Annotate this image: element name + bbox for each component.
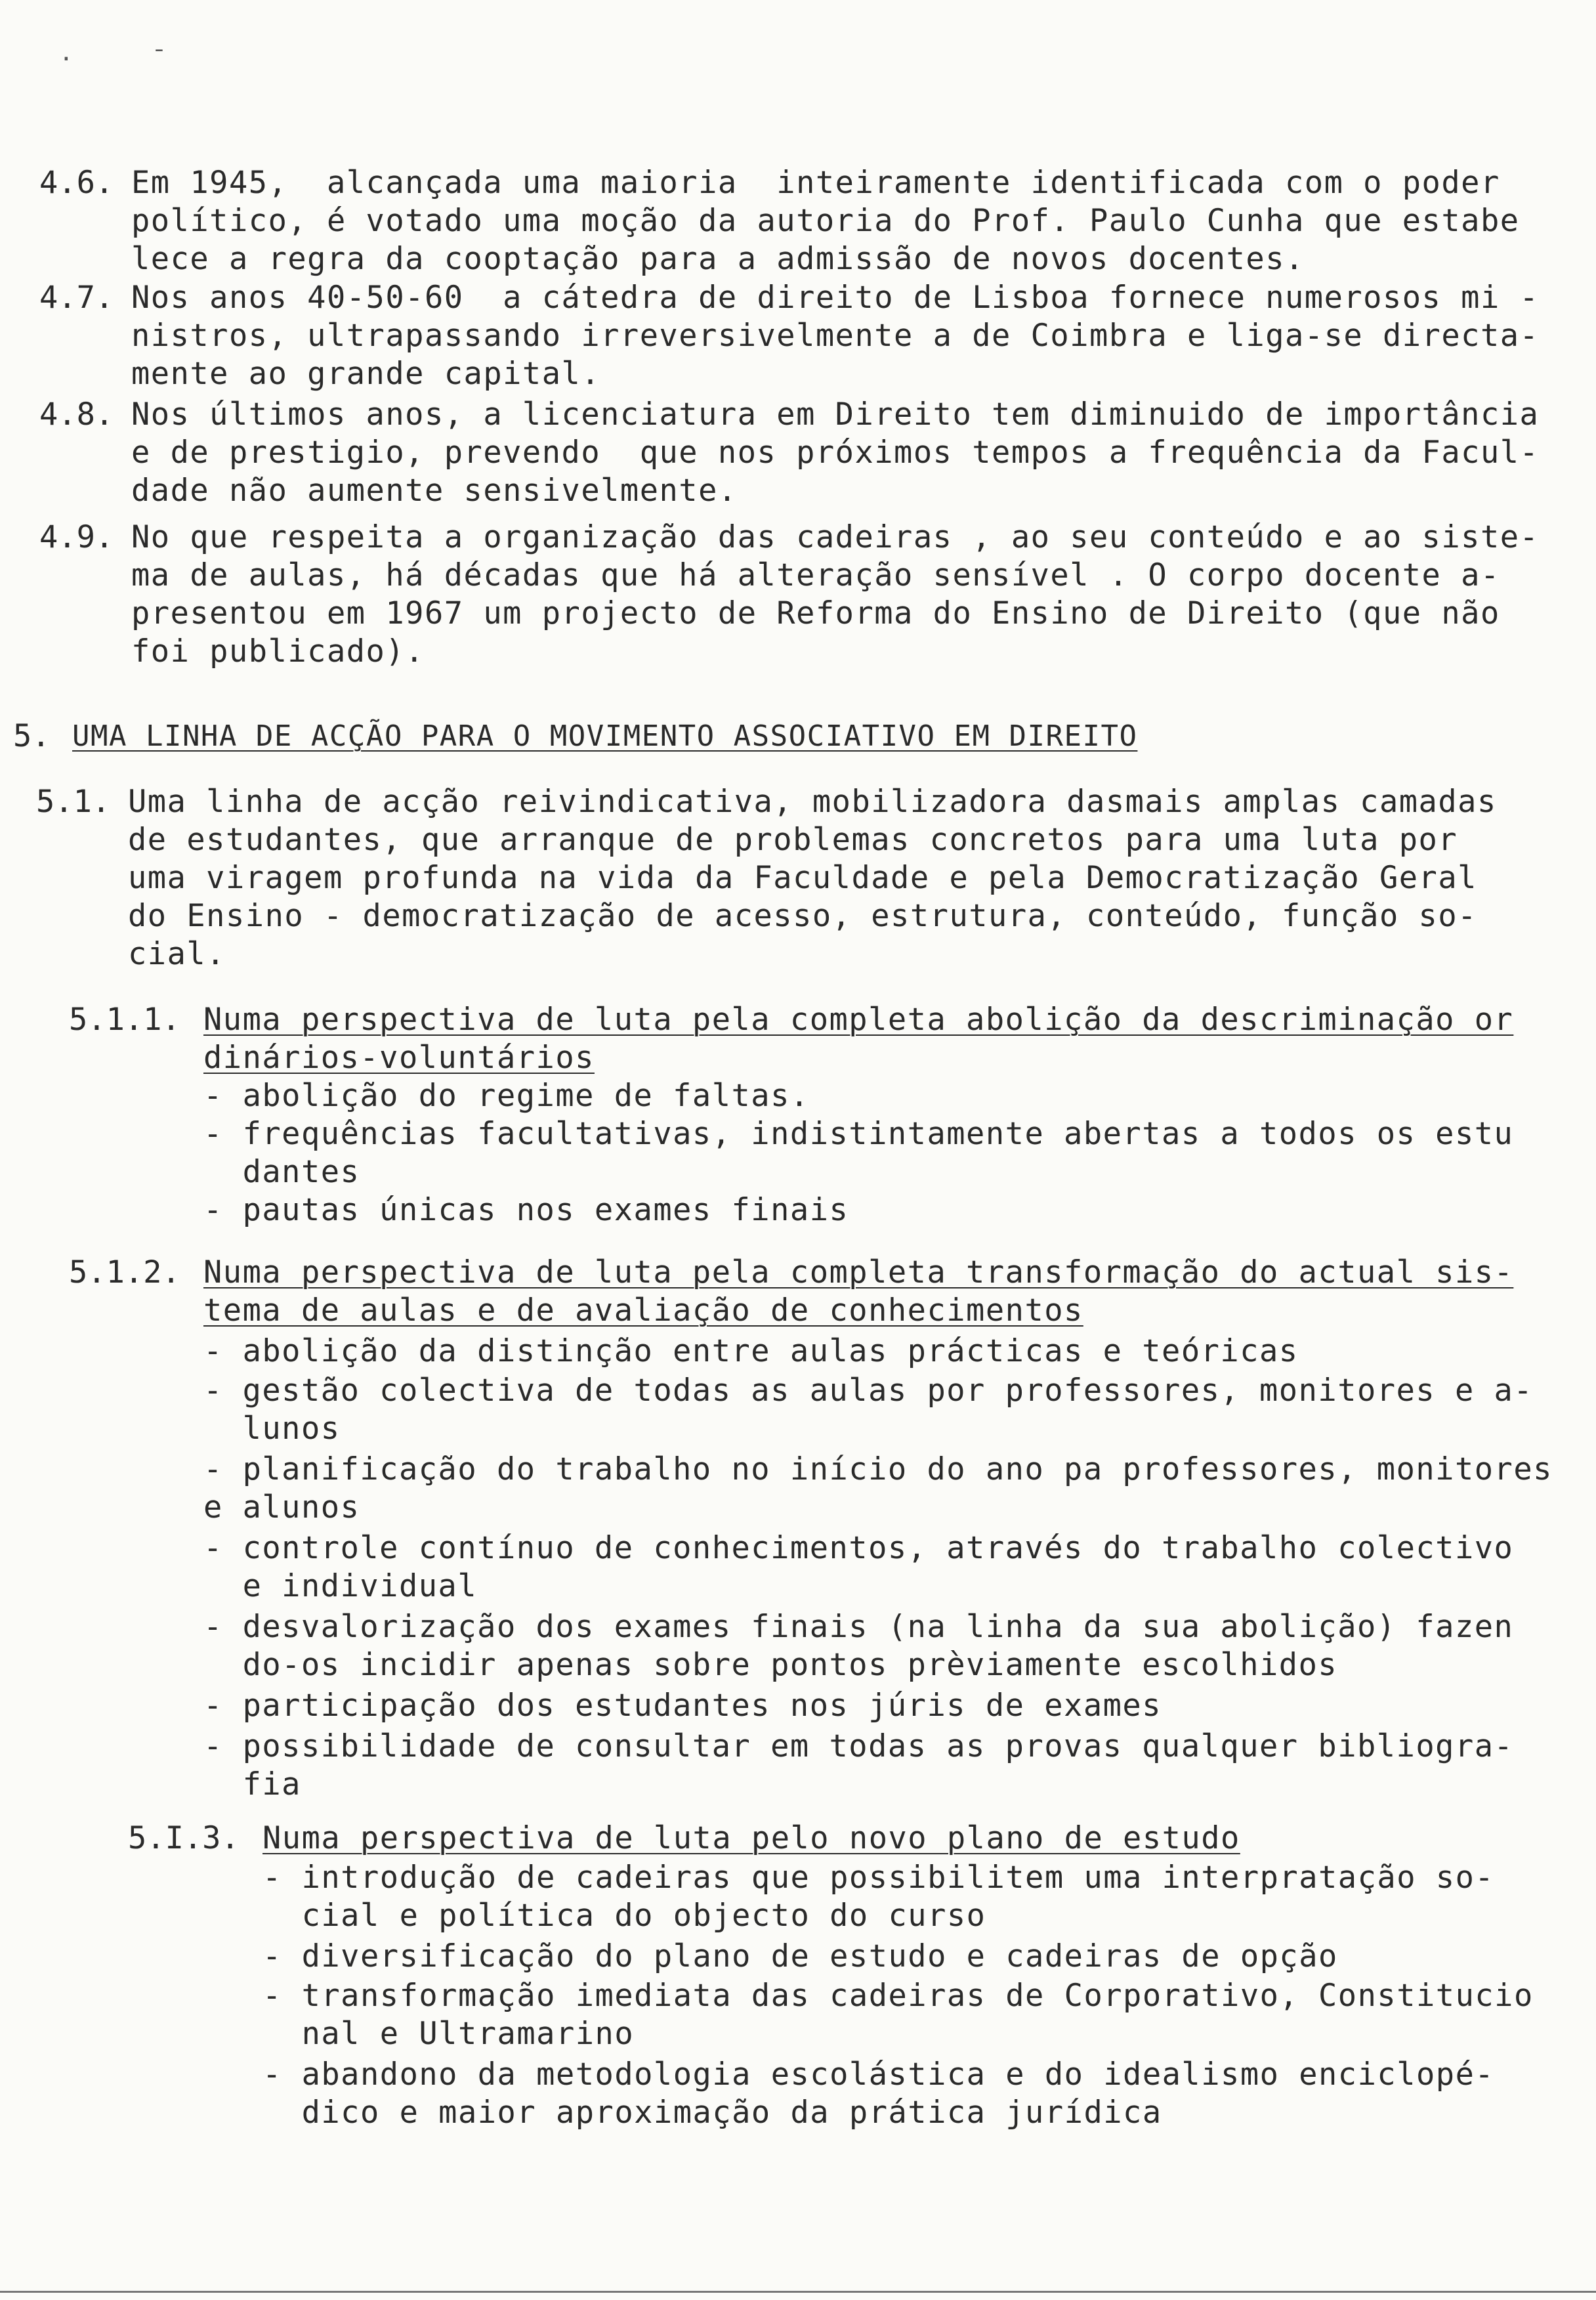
list-item: - introdução de cadeiras que possibilitem uma interpratação so- [262,1860,1495,1896]
paragraph-line: Nos anos 40-50-60 a cátedra de direito de Lisboa fornece numerosos mi - [131,280,1540,316]
subsection-number: 5.1.2. [69,1254,180,1290]
list-item: - controle contínuo de conhecimentos, através do trabalho colectivo [203,1530,1514,1566]
list-item: - frequências facultativas, indistintamente abertas a todos os estu [203,1116,1514,1152]
paragraph-line: mente ao grande capital. [131,356,601,392]
paragraph-line: e de prestigio, prevendo que nos próximos tempos a frequência da Facul- [131,435,1540,471]
list-item: - gestão colectiva de todas as aulas por professores, monitores e a- [203,1373,1534,1409]
paragraph-number: 4.7. [39,280,114,316]
list-item: - planificação do trabalho no início do ano pa professores, monitores [203,1451,1553,1487]
list-item: e individual [203,1568,478,1604]
list-item: dantes [203,1154,360,1190]
list-item: cial e política do objecto do curso [262,1898,986,1934]
list-item: - participação dos estudantes nos júris de exames [203,1688,1162,1724]
subsection-title: Numa perspectiva de luta pela completa transformação do actual sis- [203,1254,1514,1290]
list-item: e alunos [203,1489,360,1525]
subsection-title: dinários-voluntários [203,1040,595,1076]
paragraph-line: político, é votado uma moção da autoria do Prof. Paulo Cunha que estabe [131,203,1520,239]
subsection-title: Numa perspectiva de luta pelo novo plano de estudo [262,1820,1240,1856]
paragraph-line: dade não aumente sensivelmente. [131,473,738,509]
paragraph-line: lece a regra da cooptação para a admissão de novos docentes. [131,241,1305,277]
paragraph-number: 4.8. [39,396,114,433]
paragraph-line: Em 1945, alcançada uma maioria inteiramente identificada com o poder [131,165,1500,201]
stray-marks: ·ˉ [59,46,245,73]
paragraph-line: foi publicado). [131,633,425,670]
subsection-title: tema de aulas e de avaliação de conhecimentos [203,1292,1083,1329]
section-number: 5. [13,718,51,754]
subsection-number: 5.I.3. [128,1820,240,1856]
paragraph-line: presentou em 1967 um projecto de Reforma do Ensino de Direito (que não [131,595,1500,631]
paragraph-line: Uma linha de acção reivindicativa, mobilizadora dasmais amplas camadas [128,784,1497,820]
list-item: nal e Ultramarino [262,2016,635,2052]
list-item: do-os incidir apenas sobre pontos prèviamente escolhidos [203,1647,1338,1683]
paragraph-line: nistros, ultrapassando irreversivelmente a de Coimbra e liga-se directa- [131,318,1540,354]
list-item: dico e maior aproximação da prática jurídica [262,2095,1162,2131]
list-item: - abolição da distinção entre aulas prácticas e teóricas [203,1333,1299,1369]
list-item: - desvalorização dos exames finais (na linha da sua abolição) fazen [203,1609,1514,1645]
page-bottom-edge [0,2291,1596,2293]
list-item: - transformação imediata das cadeiras de Corporativo, Constitucio [262,1978,1534,2014]
subsection-number: 5.1.1. [69,1002,180,1038]
list-item: - possibilidade de consultar em todas as provas qualquer bibliogra- [203,1728,1514,1764]
section-heading: UMA LINHA DE ACÇÃO PARA O MOVIMENTO ASSOCIATIVO EM DIREITO [72,719,1138,753]
paragraph-line: uma viragem profunda na vida da Faculdade e pela Democratização Geral [128,860,1477,896]
paragraph-line: ma de aulas, há décadas que há alteração sensível . O corpo docente a- [131,557,1500,593]
paragraph-line: de estudantes, que arranque de problemas concretos para uma luta por [128,822,1458,858]
list-item: - pautas únicas nos exames finais [203,1192,849,1228]
paragraph-number: 4.6. [39,165,114,201]
paragraph-line: cial. [128,936,226,972]
list-item: - abandono da metodologia escolástica e do idealismo enciclopé- [262,2056,1495,2093]
list-item: - diversificação do plano de estudo e cadeiras de opção [262,1938,1338,1974]
paragraph-line: do Ensino - democratização de acesso, estrutura, conteúdo, função so- [128,898,1477,934]
paragraph-line: No que respeita a organização das cadeiras , ao seu conteúdo e ao siste- [131,519,1540,555]
paragraph-number: 4.9. [39,519,114,555]
paragraph-number: 5.1. [36,784,111,820]
paragraph-line: Nos últimos anos, a licenciatura em Direito tem diminuido de importância [131,396,1540,433]
subsection-title: Numa perspectiva de luta pela completa abolição da descriminação or [203,1002,1514,1038]
list-item: lunos [203,1411,341,1447]
list-item: fia [203,1766,301,1802]
list-item: - abolição do regime de faltas. [203,1078,810,1114]
